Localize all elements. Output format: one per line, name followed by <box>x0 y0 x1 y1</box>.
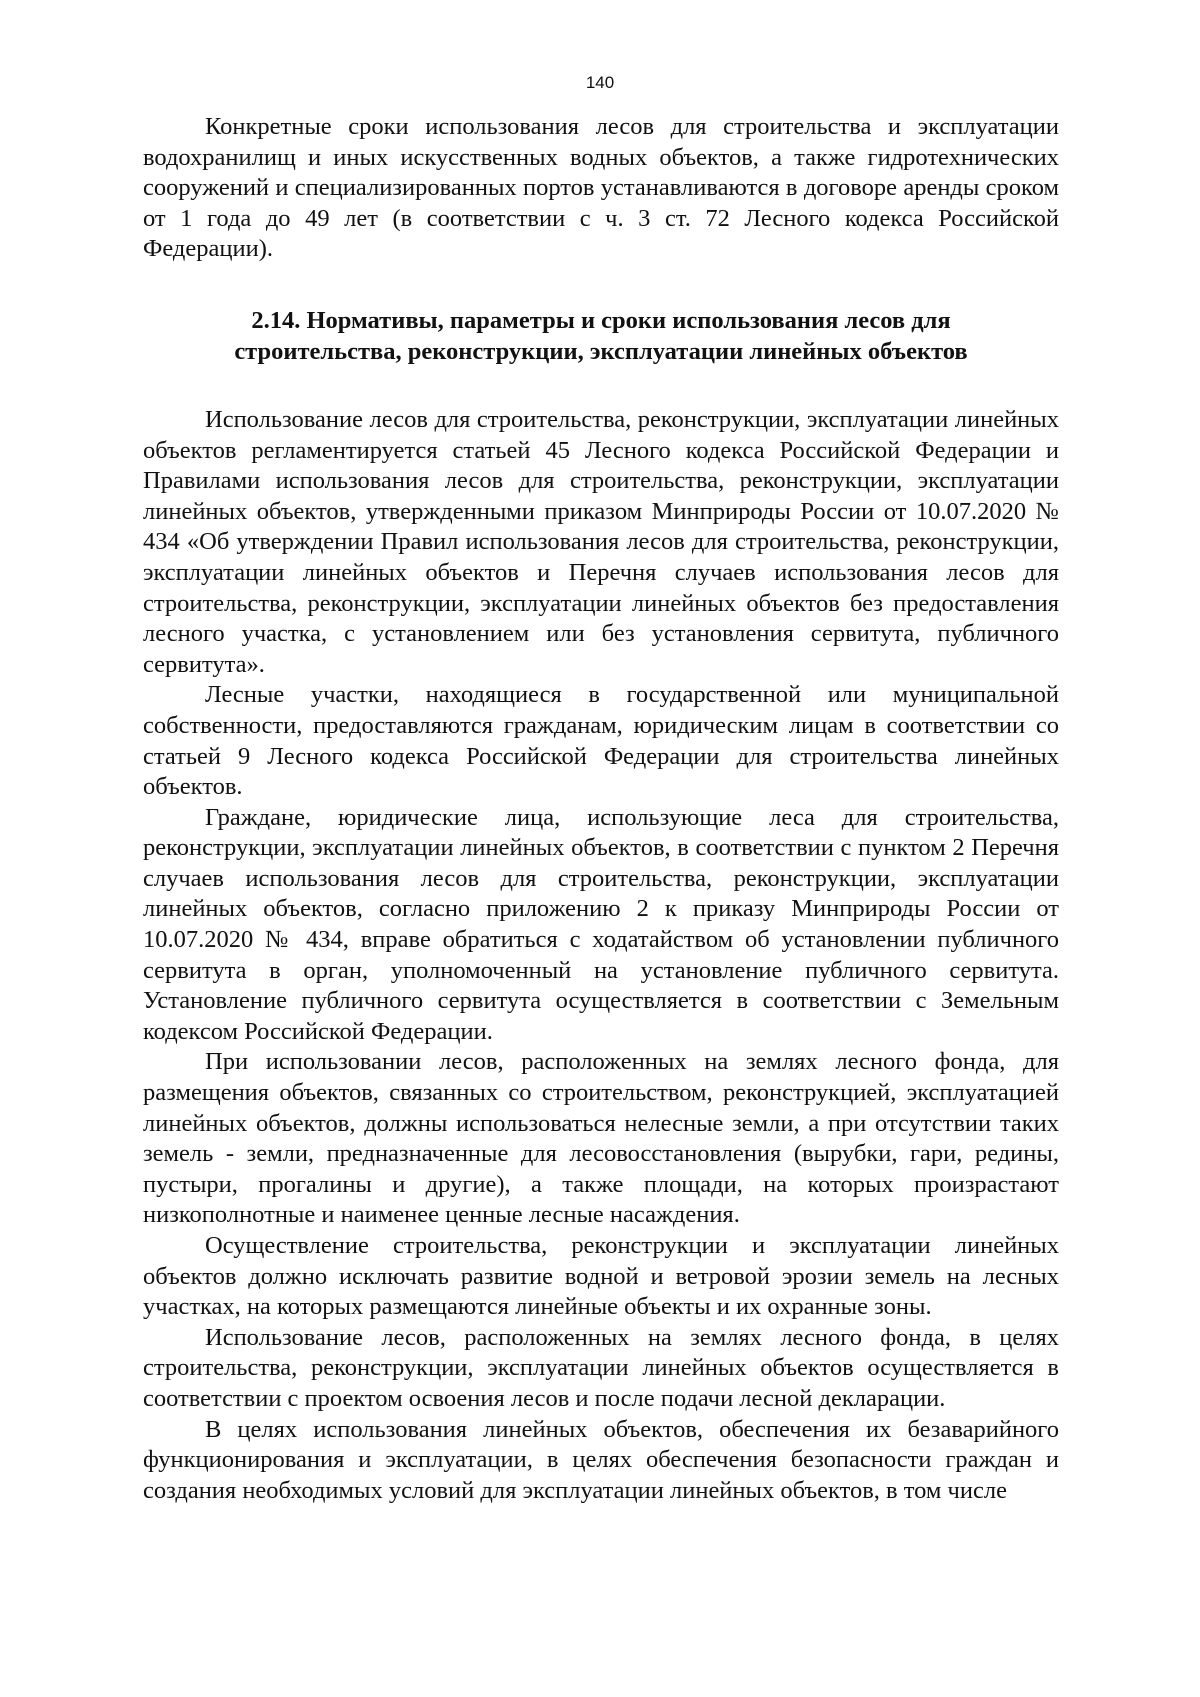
section-heading-line-1: 2.14. Нормативы, параметры и сроки использования лесов для <box>251 306 951 334</box>
body-paragraph: Граждане, юридические лица, использующие леса для строительства, реконструкции, эксплуатации линейных объектов, в соответствии с пунктом 2 Перечня случаев использования лесов для строительства, реконструкции, эксплуатации линейных объектов, согласно приложению 2 к приказу Минприроды России от 10.07.2020 № 434, вправе обратиться с ходатайством об установлении публичного сервитута в орган, уполномоченный на установление публичного сервитута. Установление публичного сервитута осуществляется в соответствии с Земельным кодексом Российской Федерации. <box>143 803 1059 1045</box>
body-paragraph: При использовании лесов, расположенных на землях лесного фонда, для размещения объектов, связанных со строительством, реконструкцией, эксплуатацией линейных объектов, должны использоваться нелесные земли, а при отсутствии таких земель - земли, предназначенные для лесовосстановления (вырубки, гари, редины, пустыри, прогалины и другие), а также площади, на которых произрастают низкополнотные и наименее ценные лесные насаждения. <box>143 1048 1059 1229</box>
body-paragraph: Осуществление строительства, реконструкции и эксплуатации линейных объектов должно исключать развитие водной и ветровой эрозии земель на лесных участках, на которых размещаются линейные объекты и их охранные зоны. <box>143 1232 1059 1321</box>
page-number: 140 <box>585 73 615 92</box>
page-content <box>143 112 1059 1506</box>
body-paragraph: Лесные участки, находящиеся в государственной или муниципальной собственности, предоставляются гражданам, юридическим лицам в соответствии со статьей 9 Лесного кодекса Российской Федерации для строительства линейных объектов. <box>143 681 1059 801</box>
intro-paragraph: Конкретные сроки использования лесов для строительства и эксплуатации водохранилищ и иных искусственных водных объектов, а также гидротехнических сооружений и специализированных портов устанавливаются в договоре аренды сроком от 1 года до 49 лет (в соответствии с ч. 3 ст. 72 Лесного кодекса Российской Федерации). <box>143 113 1059 263</box>
section-heading <box>143 305 1059 367</box>
section-heading-line-2: строительства, реконструкции, эксплуатации линейных объектов <box>234 337 968 365</box>
body-paragraph: Использование лесов, расположенных на землях лесного фонда, в целях строительства, реконструкции, эксплуатации линейных объектов осуществляется в соответствии с проектом освоения лесов и после подачи лесной декларации. <box>143 1323 1059 1412</box>
body-paragraph: Использование лесов для строительства, реконструкции, эксплуатации линейных объектов регламентируется статьей 45 Лесного кодекса Российской Федерации и Правилами использования лесов для строительства, реконструкции, эксплуатации линейных объектов, утвержденными приказом Минприроды России от 10.07.2020 № 434 «Об утверждении Правил использования лесов для строительства, реконструкции, эксплуатации линейных объектов и Перечня случаев использования лесов для строительства, реконструкции, эксплуатации линейных объектов без предоставления лесного участка, с установлением или без установления сервитута, публичного сервитута». <box>143 405 1059 678</box>
body-paragraph: В целях использования линейных объектов, обеспечения их безаварийного функционирования и эксплуатации, в целях обеспечения безопасности граждан и создания необходимых условий для эксплуатации линейных объектов, в том числе <box>143 1415 1059 1504</box>
